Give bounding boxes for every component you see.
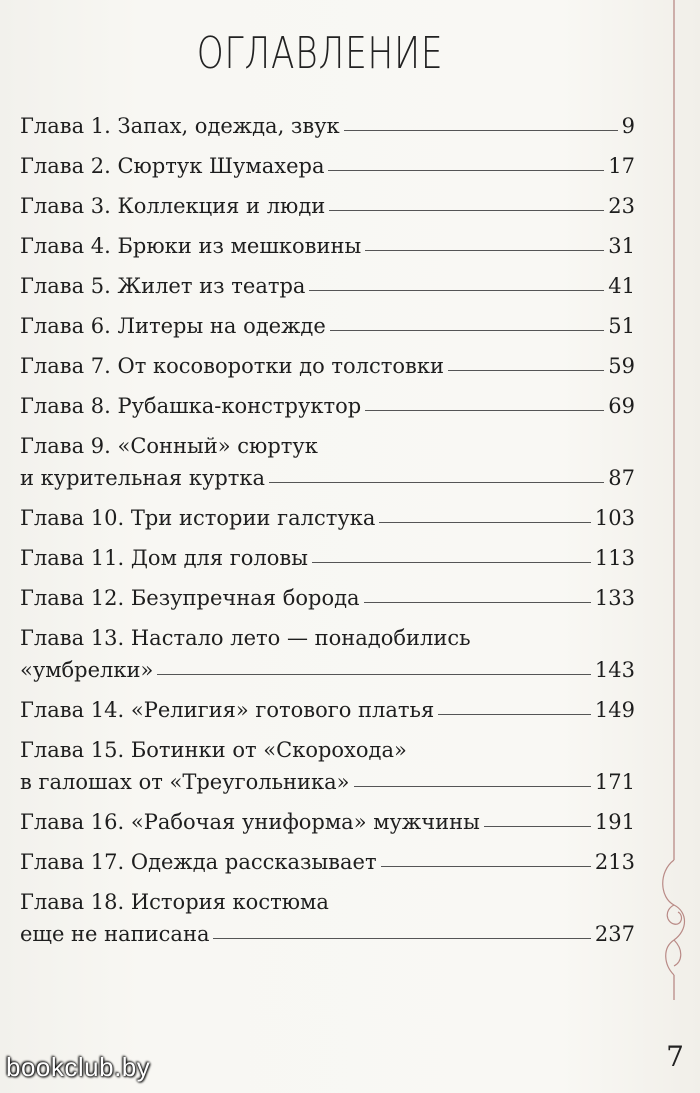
- toc-page-number: 113: [594, 546, 635, 570]
- toc-leader-line: [354, 786, 591, 787]
- toc-leader-line: [438, 714, 591, 715]
- toc-entry-last-line: [20, 806, 635, 838]
- toc-leader-line: [157, 674, 591, 675]
- toc-entry: [20, 150, 635, 190]
- toc-entry: [20, 694, 635, 734]
- toc-leader-line: [381, 866, 591, 867]
- toc-page-number: 191: [594, 810, 635, 834]
- page-title: ОГЛАВЛЕНИЕ: [196, 28, 444, 79]
- toc-leader-line: [365, 410, 604, 411]
- toc-entry: [20, 886, 635, 958]
- toc-entry-title-line: Глава 9. «Сонный» сюртук: [20, 434, 318, 458]
- toc-entry-last-line: [20, 310, 635, 342]
- toc-entry: [20, 846, 635, 886]
- toc-entry-title-line: «умбрелки»: [20, 658, 154, 682]
- toc-leader-line: [328, 170, 604, 171]
- toc-entry-title-line: Глава 2. Сюртук Шумахера: [20, 154, 325, 178]
- toc-entry-title-line: Глава 18. История костюма: [20, 890, 329, 914]
- toc-entry: [20, 350, 635, 390]
- toc-page-number: 9: [621, 114, 635, 138]
- toc-entry-last-line: [20, 502, 635, 534]
- toc-entry-title-line: Глава 8. Рубашка-конструктор: [20, 394, 362, 418]
- toc-entry: [20, 310, 635, 350]
- toc-page-number: 133: [594, 586, 635, 610]
- toc-entry: [20, 190, 635, 230]
- toc-entry-title-line: Глава 15. Ботинки от «Скорохода»: [20, 738, 407, 762]
- toc-page-number: 41: [608, 274, 635, 298]
- toc-page-number: 31: [608, 234, 635, 258]
- toc-entry: [20, 622, 635, 694]
- toc-entry-last-line: [20, 390, 635, 422]
- toc-entry-title-line: Глава 17. Одежда рассказывает: [20, 850, 377, 874]
- toc-leader-line: [213, 938, 590, 939]
- toc-entry-title-line: Глава 6. Литеры на одежде: [20, 314, 326, 338]
- toc-page-number: 143: [594, 658, 635, 682]
- toc-page-number: 103: [594, 506, 635, 530]
- toc-leader-line: [312, 562, 591, 563]
- toc-entry: [20, 430, 635, 502]
- toc-entry-last-line: [20, 846, 635, 878]
- page-number: 7: [666, 1040, 684, 1073]
- toc-entry-title-line: Глава 14. «Религия» готового платья: [20, 698, 435, 722]
- toc-page-number: 17: [608, 154, 635, 178]
- toc-page-number: 171: [594, 770, 635, 794]
- toc-entry-last-line: [20, 918, 635, 950]
- toc-entry: [20, 582, 635, 622]
- toc-leader-line: [309, 290, 604, 291]
- toc-entry: [20, 230, 635, 270]
- toc-page-number: 237: [594, 922, 635, 946]
- toc-entry: [20, 502, 635, 542]
- toc-entry-last-line: [20, 542, 635, 574]
- toc-entry-last-line: [20, 230, 635, 262]
- toc-entry-last-line: [20, 110, 635, 142]
- toc-entry-title-line: и курительная куртка: [20, 466, 266, 490]
- toc-leader-line: [344, 130, 618, 131]
- toc-entry: [20, 110, 635, 150]
- toc-entry-title-line: Глава 5. Жилет из театра: [20, 274, 306, 298]
- toc-entry: [20, 542, 635, 582]
- toc-entry-title-line: Глава 13. Настало лето — понадобились: [20, 626, 471, 650]
- toc-entry-title-line: Глава 16. «Рабочая униформа» мужчины: [20, 810, 480, 834]
- toc-entry-title-line: Глава 11. Дом для головы: [20, 546, 308, 570]
- toc-entry-last-line: [20, 150, 635, 182]
- toc-entry-title-line: Глава 10. Три истории галстука: [20, 506, 376, 530]
- toc-page-number: 87: [608, 466, 635, 490]
- toc-page-number: 149: [594, 698, 635, 722]
- toc-page-number: 213: [594, 850, 635, 874]
- toc-page-number: 69: [608, 394, 635, 418]
- toc-entry-title-line: еще не написана: [20, 922, 210, 946]
- table-of-contents: [20, 110, 635, 958]
- toc-leader-line: [330, 330, 605, 331]
- toc-entry: [20, 734, 635, 806]
- toc-entry-title-line: Глава 1. Запах, одежда, звук: [20, 114, 340, 138]
- toc-entry-last-line: [20, 270, 635, 302]
- toc-entry-title-line: Глава 3. Коллекция и люди: [20, 194, 326, 218]
- toc-leader-line: [484, 826, 591, 827]
- toc-leader-line: [269, 482, 604, 483]
- toc-page-number: 51: [608, 314, 635, 338]
- toc-entry-last-line: [20, 582, 635, 614]
- toc-leader-line: [364, 602, 591, 603]
- toc-entry: [20, 806, 635, 846]
- toc-entry-title-line: Глава 7. От косоворотки до толстовки: [20, 354, 444, 378]
- toc-entry-title-line: Глава 4. Брюки из мешковины: [20, 234, 362, 258]
- toc-page-number: 23: [608, 194, 635, 218]
- toc-entry-last-line: [20, 462, 635, 494]
- toc-entry-last-line: [20, 654, 635, 686]
- toc-entry-last-line: [20, 190, 635, 222]
- toc-entry: [20, 390, 635, 430]
- toc-leader-line: [329, 210, 604, 211]
- toc-leader-line: [365, 250, 604, 251]
- toc-leader-line: [448, 370, 604, 371]
- toc-page-number: 59: [608, 354, 635, 378]
- toc-entry-last-line: [20, 766, 635, 798]
- toc-entry: [20, 270, 635, 310]
- toc-entry-title-line: Глава 12. Безупречная борода: [20, 586, 360, 610]
- watermark-logo-text: bookclub.by: [6, 1052, 151, 1082]
- toc-leader-line: [379, 522, 591, 523]
- toc-entry-title-line: в галошах от «Треугольника»: [20, 770, 350, 794]
- side-ornament-decoration: [648, 0, 692, 1000]
- toc-entry-last-line: [20, 694, 635, 726]
- toc-entry-last-line: [20, 350, 635, 382]
